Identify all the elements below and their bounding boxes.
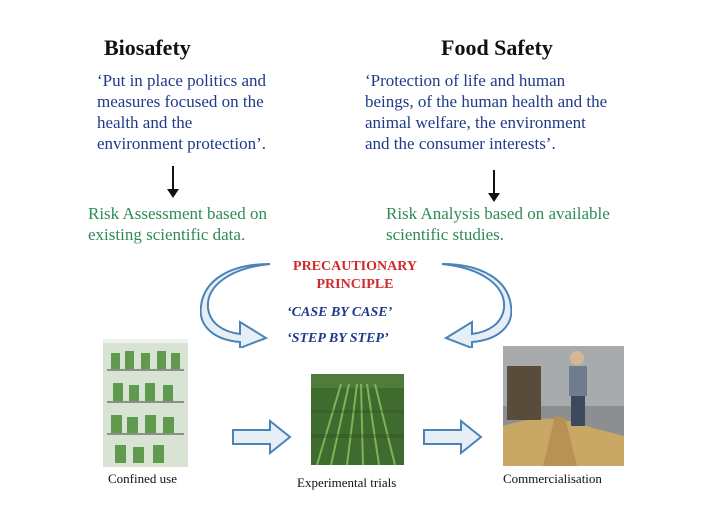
step-by-step: ‘STEP BY STEP’ (287, 331, 389, 346)
biosafety-risk (88, 203, 267, 245)
food-safety-quote-line: ‘Protection of life and human (365, 71, 566, 90)
food-safety-risk-line: Risk Analysis based on available (386, 204, 610, 223)
precautionary-principle (270, 258, 440, 294)
right-arrow-icon (423, 419, 483, 455)
confined-use-photo (103, 339, 188, 467)
growth-chamber-image (103, 339, 188, 467)
biosafety-risk-line: Risk Assessment based on (88, 204, 267, 223)
food-safety-risk (386, 203, 610, 245)
food-safety-quote-line: animal welfare, the environment (365, 113, 586, 132)
biosafety-risk-line: existing scientific data. (88, 225, 246, 244)
case-by-case: ‘CASE BY CASE’ (287, 305, 393, 320)
principle-line-2: PRINCIPLE (316, 277, 394, 292)
right-arrow-icon (232, 419, 292, 455)
food-safety-quote-line: beings, of the human health and the (365, 92, 608, 111)
caption-experimental-trials: Experimental trials (297, 475, 397, 490)
biosafety-quote-line: health and the (97, 113, 193, 132)
food-safety-quote (365, 70, 665, 154)
down-arrow-icon (172, 166, 174, 190)
biosafety-quote-line: environment protection’. (97, 134, 267, 153)
biosafety-quote-line: ‘Put in place politics and (97, 71, 267, 90)
commercialisation-photo (503, 346, 624, 466)
curved-arrow-right-icon (432, 262, 512, 348)
biosafety-title: Biosafety (104, 35, 191, 60)
principle-line-1: PRECAUTIONARY (293, 259, 417, 274)
food-safety-risk-line: scientific studies. (386, 225, 505, 244)
experimental-trials-photo (311, 374, 404, 465)
grain-harvest-image (503, 346, 624, 466)
down-arrow-icon (493, 170, 495, 194)
food-safety-title: Food Safety (441, 35, 553, 60)
caption-commercialisation: Commercialisation (503, 471, 602, 486)
caption-confined-use: Confined use (108, 471, 177, 486)
food-safety-quote-line: and the consumer interests’. (365, 134, 556, 153)
curved-arrow-left-icon (200, 262, 280, 348)
field-image (311, 374, 404, 465)
biosafety-quote (97, 70, 327, 154)
biosafety-quote-line: measures focused on the (97, 92, 264, 111)
